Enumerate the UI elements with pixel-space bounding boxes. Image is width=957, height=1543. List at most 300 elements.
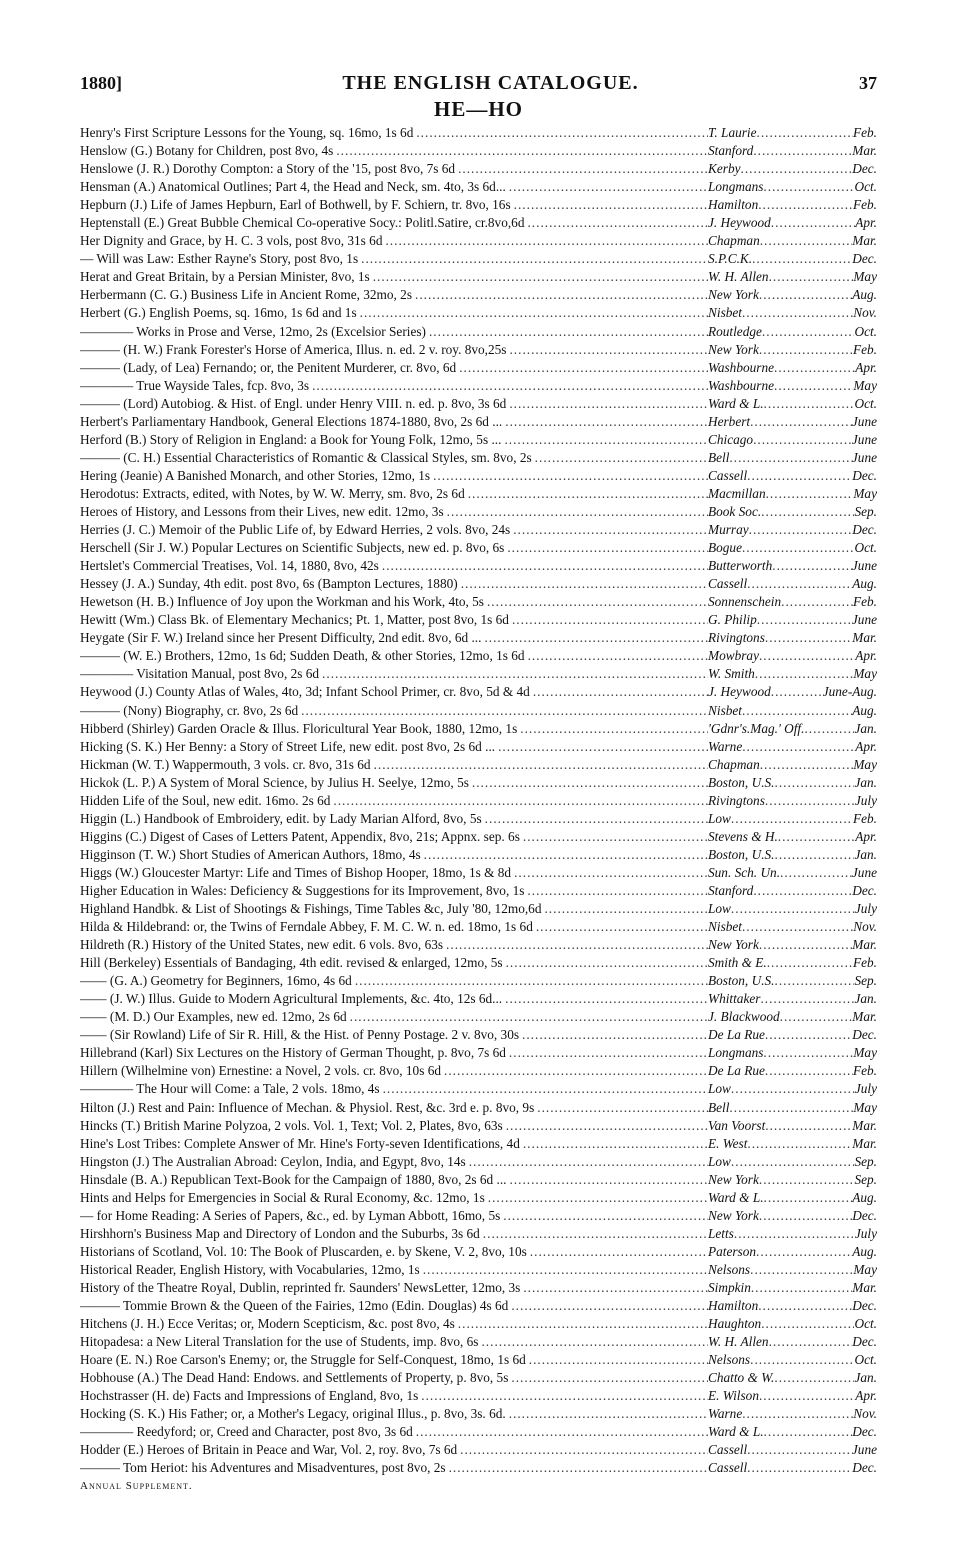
- entry-publisher: New York: [708, 287, 759, 303]
- entry-month: Feb.: [853, 341, 877, 357]
- entry-description-cell: [80, 629, 708, 647]
- entry-description-cell: [80, 557, 708, 575]
- entry-publisher-cell: [708, 485, 877, 503]
- leader-dots: [444, 503, 708, 521]
- catalogue-entry: [80, 178, 877, 196]
- entry-publisher: Bell: [708, 1099, 730, 1115]
- catalogue-entry: [80, 720, 877, 738]
- entry-month: Mar.: [852, 937, 877, 953]
- entry-month: June: [851, 612, 877, 628]
- catalogue-entry: [80, 1315, 877, 1333]
- entry-description-cell: [80, 1351, 708, 1369]
- publisher-leader-dots: [765, 1026, 852, 1044]
- entry-month: Mar.: [852, 1135, 877, 1151]
- leader-dots: [412, 286, 708, 304]
- catalogue-entry: [80, 1441, 877, 1459]
- entry-description-cell: [80, 756, 708, 774]
- entry-publisher-cell: [708, 359, 877, 377]
- entry-month: June: [851, 558, 877, 574]
- publisher-leader-dots: [731, 1080, 855, 1098]
- entry-month: Mar.: [852, 1117, 877, 1133]
- entry-month: July: [854, 901, 877, 917]
- entry-publisher: Hamilton: [708, 1298, 759, 1314]
- catalogue-entry: [80, 864, 877, 882]
- entry-publisher: J. Heywood: [708, 215, 771, 231]
- entry-publisher-cell: [708, 756, 877, 774]
- publisher-leader-dots: [742, 702, 852, 720]
- entry-month: Oct.: [854, 323, 877, 339]
- leader-dots: [504, 539, 708, 557]
- entry-publisher: Macmillan: [708, 485, 766, 501]
- page-header: [80, 72, 877, 96]
- entry-publisher-cell: [708, 449, 877, 467]
- publisher-leader-dots: [757, 611, 852, 629]
- entry-title: ——— (Lord) Autobiog. & Hist. of Engl. under Henry VIII. n. ed. p. 8vo, 3s 6d: [80, 395, 507, 411]
- entry-title: ——— Tommie Brown & the Queen of the Fairies, 12mo (Edin. Douglas) 4s 6d: [80, 1298, 509, 1314]
- catalogue-page: [80, 72, 877, 1492]
- publisher-leader-dots: [742, 738, 855, 756]
- entry-publisher-cell: [708, 1297, 877, 1315]
- entry-title: Hering (Jeanie) A Banished Monarch, and other Stories, 12mo, 1s: [80, 467, 431, 483]
- entry-publisher: Nisbet: [708, 305, 742, 321]
- publisher-leader-dots: [742, 918, 853, 936]
- publisher-leader-dots: [780, 1008, 853, 1026]
- publisher-leader-dots: [760, 232, 853, 250]
- entry-title: Hirshhorn's Business Map and Directory of London and the Suburbs, 3s 6d: [80, 1225, 480, 1241]
- entry-description-cell: [80, 359, 708, 377]
- entry-publisher: Letts: [708, 1225, 734, 1241]
- entry-description-cell: [80, 611, 708, 629]
- entry-publisher: Washbourne: [708, 359, 774, 375]
- entry-publisher-cell: [708, 1369, 877, 1387]
- entry-month: Feb.: [853, 810, 877, 826]
- publisher-leader-dots: [742, 1405, 853, 1423]
- entry-title: Hocking (S. K.) His Father; or, a Mother's Legacy, original Illus., p. 8vo, 3s. 6d.: [80, 1406, 506, 1422]
- catalogue-entry: [80, 214, 877, 232]
- leader-dots: [541, 900, 708, 918]
- catalogue-entry: [80, 160, 877, 178]
- entry-publisher-cell: [708, 1080, 877, 1098]
- leader-dots: [503, 954, 708, 972]
- entry-publisher: Low: [708, 901, 731, 917]
- catalogue-entry: [80, 431, 877, 449]
- catalogue-entry: [80, 377, 877, 395]
- publisher-leader-dots: [774, 377, 853, 395]
- entry-title: Higginson (T. W.) Short Studies of American Authors, 18mo, 4s: [80, 846, 421, 862]
- entry-list: [80, 124, 877, 1478]
- publisher-leader-dots: [742, 539, 854, 557]
- entry-title: —— (G. A.) Geometry for Beginners, 16mo, 4s 6d: [80, 973, 352, 989]
- entry-month: Nov.: [853, 1406, 877, 1422]
- leader-dots: [309, 377, 708, 395]
- entry-publisher: G. Philip: [708, 612, 757, 628]
- publisher-leader-dots: [774, 359, 855, 377]
- catalogue-entry: [80, 1369, 877, 1387]
- leader-dots: [500, 1207, 708, 1225]
- entry-month: Jan.: [854, 1370, 877, 1386]
- entry-title: Hickok (L. P.) A System of Moral Science, by Julius H. Seelye, 12mo, 5s: [80, 774, 469, 790]
- entry-month: Dec.: [852, 1207, 877, 1223]
- leader-dots: [370, 268, 708, 286]
- entry-month: May: [853, 1099, 877, 1115]
- catalogue-entry: [80, 792, 877, 810]
- entry-month: May: [853, 1045, 877, 1061]
- leader-dots: [413, 1423, 708, 1441]
- publisher-leader-dots: [765, 1062, 853, 1080]
- entry-title: —— (J. W.) Illus. Guide to Modern Agricultural Implements, &c. 4to, 12s 6d...: [80, 991, 503, 1007]
- leader-dots: [527, 1243, 708, 1261]
- entry-publisher-cell: [708, 1387, 877, 1405]
- entry-description-cell: [80, 1243, 708, 1261]
- leader-dots: [319, 665, 708, 683]
- leader-dots: [420, 1261, 708, 1279]
- leader-dots: [478, 1333, 708, 1351]
- leader-dots: [443, 936, 708, 954]
- entry-title: ——— (H. W.) Frank Forester's Horse of America, Illus. n. ed. 2 v. roy. 8vo,25s: [80, 341, 507, 357]
- entry-description-cell: [80, 900, 708, 918]
- publisher-leader-dots: [750, 1261, 853, 1279]
- entry-publisher-cell: [708, 178, 877, 196]
- publisher-leader-dots: [762, 323, 855, 341]
- entry-publisher: Stanford: [708, 882, 754, 898]
- entry-month: Oct.: [854, 540, 877, 556]
- catalogue-entry: [80, 774, 877, 792]
- entry-month: Dec.: [852, 522, 877, 538]
- entry-description-cell: [80, 720, 708, 738]
- entry-month: July: [854, 792, 877, 808]
- publisher-leader-dots: [750, 1351, 854, 1369]
- entry-description-cell: [80, 1441, 708, 1459]
- catalogue-entry: [80, 1135, 877, 1153]
- leader-dots: [466, 1153, 708, 1171]
- leader-dots: [482, 810, 708, 828]
- entry-description-cell: [80, 1315, 708, 1333]
- entry-publisher-cell: [708, 232, 877, 250]
- entry-description-cell: [80, 341, 708, 359]
- publisher-leader-dots: [747, 575, 852, 593]
- publisher-leader-dots: [765, 1117, 852, 1135]
- leader-dots: [502, 990, 708, 1008]
- entry-title: Hilton (J.) Rest and Pain: Influence of Mechan. & Physiol. Rest, &c. 3rd e. p. 8vo, 9s: [80, 1099, 535, 1115]
- catalogue-entry: [80, 1080, 877, 1098]
- entry-month: June: [851, 1442, 877, 1458]
- entry-publisher: Boston, U.S.: [708, 774, 775, 790]
- leader-dots: [455, 160, 708, 178]
- publisher-leader-dots: [778, 828, 855, 846]
- entry-title: Herodotus: Extracts, edited, with Notes, by W. W. Merry, sm. 8vo, 2s 6d: [80, 485, 465, 501]
- catalogue-entry: [80, 1279, 877, 1297]
- entry-publisher-cell: [708, 1459, 877, 1477]
- entry-description-cell: [80, 1297, 708, 1315]
- entry-title: Historians of Scotland, Vol. 10: The Book of Pluscarden, e. by Skene, V. 2, 8vo, 10s: [80, 1243, 527, 1259]
- catalogue-entry: [80, 359, 877, 377]
- entry-month: Aug.: [852, 576, 877, 592]
- catalogue-entry: [80, 232, 877, 250]
- catalogue-entry: [80, 738, 877, 756]
- entry-publisher-cell: [708, 377, 877, 395]
- entry-title: Hidden Life of the Soul, new edit. 16mo. 2s 6d: [80, 792, 331, 808]
- entry-publisher: Murray: [708, 522, 749, 538]
- publisher-leader-dots: [759, 936, 852, 954]
- leader-dots: [508, 1369, 708, 1387]
- entry-publisher-cell: [708, 738, 877, 756]
- entry-publisher: Paterson: [708, 1243, 757, 1259]
- catalogue-entry: [80, 972, 877, 990]
- header-title: THE ENGLISH CATALOGUE.: [342, 72, 639, 94]
- entry-title: — for Home Reading: A Series of Papers, &c., ed. by Lyman Abbott, 16mo, 5s: [80, 1207, 501, 1223]
- entry-title: Hochstrasser (H. de) Facts and Impressions of England, 8vo, 1s: [80, 1388, 419, 1404]
- leader-dots: [503, 1117, 708, 1135]
- catalogue-entry: [80, 611, 877, 629]
- entry-month: Mar.: [852, 630, 877, 646]
- publisher-leader-dots: [774, 1369, 854, 1387]
- entry-publisher: Longmans: [708, 179, 764, 195]
- leader-dots: [441, 1062, 708, 1080]
- publisher-leader-dots: [763, 1044, 853, 1062]
- publisher-leader-dots: [753, 431, 852, 449]
- leader-dots: [421, 846, 708, 864]
- catalogue-entry: [80, 918, 877, 936]
- leader-dots: [380, 1080, 708, 1098]
- entry-publisher-cell: [708, 1243, 877, 1261]
- entry-publisher-cell: [708, 828, 877, 846]
- entry-publisher: New York: [708, 1207, 759, 1223]
- publisher-leader-dots: [747, 1459, 852, 1477]
- leader-dots: [330, 792, 708, 810]
- publisher-leader-dots: [763, 178, 854, 196]
- entry-title: —— (Sir Rowland) Life of Sir R. Hill, & the Hist. of Penny Postage. 2 v. 8vo, 30s: [80, 1027, 520, 1043]
- entry-publisher: Nelsons: [708, 1352, 751, 1368]
- entry-publisher: Butterworth: [708, 558, 773, 574]
- catalogue-entry: [80, 1333, 877, 1351]
- publisher-leader-dots: [742, 304, 853, 322]
- catalogue-entry: [80, 629, 877, 647]
- catalogue-entry: [80, 882, 877, 900]
- entry-title: Higgins (C.) Digest of Cases of Letters Patent, Appendix, 8vo, 21s; Appnx. sep. 6s: [80, 828, 520, 844]
- entry-description-cell: [80, 1261, 708, 1279]
- entry-month: Feb.: [853, 955, 877, 971]
- entry-publisher: Chapman: [708, 756, 760, 772]
- entry-title: Hildreth (R.) History of the United States, new edit. 6 vols. 8vo, 63s: [80, 937, 444, 953]
- section-heading: HE—HO: [433, 97, 523, 121]
- entry-publisher: Kerby: [708, 161, 741, 177]
- leader-dots: [481, 629, 708, 647]
- entry-publisher: Bell: [708, 449, 730, 465]
- entry-publisher: New York: [708, 937, 759, 953]
- entry-publisher-cell: [708, 1153, 877, 1171]
- entry-title: Herbert (G.) English Poems, sq. 16mo, 1s 6d and 1s: [80, 305, 357, 321]
- entry-publisher-cell: [708, 1026, 877, 1044]
- entry-title: Hillebrand (Karl) Six Lectures on the History of German Thought, p. 8vo, 7s 6d: [80, 1045, 506, 1061]
- publisher-leader-dots: [759, 341, 853, 359]
- publisher-leader-dots: [729, 449, 851, 467]
- entry-publisher-cell: [708, 1008, 877, 1026]
- entry-month: Feb.: [853, 1063, 877, 1079]
- leader-dots: [519, 1026, 708, 1044]
- leader-dots: [446, 1459, 708, 1477]
- catalogue-entry: [80, 1153, 877, 1171]
- entry-description-cell: [80, 864, 708, 882]
- entry-month: May: [853, 485, 877, 501]
- entry-title: History of the Theatre Royal, Dublin, reprinted fr. Saunders' NewsLetter, 12mo, 3s: [80, 1280, 521, 1295]
- catalogue-entry: [80, 557, 877, 575]
- entry-publisher: Boston, U.S.: [708, 846, 775, 862]
- leader-dots: [382, 232, 708, 250]
- entry-publisher: S.P.C.K.: [708, 251, 753, 267]
- leader-dots: [526, 1351, 708, 1369]
- entry-publisher-cell: [708, 214, 877, 232]
- entry-description-cell: [80, 377, 708, 395]
- entry-publisher-cell: [708, 1351, 877, 1369]
- entry-description-cell: [80, 286, 708, 304]
- entry-publisher: Routledge: [708, 323, 762, 339]
- entry-publisher: Chapman: [708, 233, 760, 249]
- entry-description-cell: [80, 1369, 708, 1387]
- leader-dots: [520, 1135, 708, 1153]
- catalogue-entry: [80, 846, 877, 864]
- entry-month: Oct.: [854, 179, 877, 195]
- catalogue-entry: [80, 1099, 877, 1117]
- entry-description-cell: [80, 250, 708, 268]
- entry-month: Jan.: [854, 991, 877, 1007]
- entry-publisher-cell: [708, 1189, 877, 1207]
- entry-description-cell: [80, 1423, 708, 1441]
- entry-publisher: Ward & L.: [708, 395, 764, 411]
- publisher-leader-dots: [775, 846, 855, 864]
- catalogue-entry: [80, 124, 877, 142]
- entry-description-cell: [80, 304, 708, 322]
- catalogue-entry: [80, 990, 877, 1008]
- entry-publisher: New York: [708, 341, 759, 357]
- publisher-leader-dots: [764, 395, 855, 413]
- entry-publisher-cell: [708, 1261, 877, 1279]
- publisher-leader-dots: [769, 1333, 853, 1351]
- entry-description-cell: [80, 575, 708, 593]
- entry-description-cell: [80, 593, 708, 611]
- entry-title: Hill (Berkeley) Essentials of Bandaging, 4th edit. revised & enlarged, 12mo, 5s: [80, 955, 503, 971]
- catalogue-entry: [80, 196, 877, 214]
- entry-publisher-cell: [708, 575, 877, 593]
- entry-title: Hodder (E.) Heroes of Britain in Peace and War, Vol. 2, roy. 8vo, 7s 6d: [80, 1442, 458, 1458]
- footer-signature: Annual Supplement.: [80, 1479, 193, 1492]
- entry-description-cell: [80, 1080, 708, 1098]
- entry-title: ——— (Lady, of Lea) Fernando; or, the Penitent Murderer, cr. 8vo, 6d: [80, 359, 457, 375]
- entry-description-cell: [80, 1387, 708, 1405]
- catalogue-entry: [80, 702, 877, 720]
- publisher-leader-dots: [775, 972, 855, 990]
- entry-publisher-cell: [708, 918, 877, 936]
- entry-description-cell: [80, 323, 708, 341]
- entry-title: Heptenstall (E.) Great Bubble Chemical Co-operative Socy.: Politl.Satire, cr.8vo,6d: [80, 215, 525, 231]
- entry-publisher: De La Rue: [708, 1027, 765, 1043]
- entry-title: Her Dignity and Grace, by H. C. 3 vols, post 8vo, 31s 6d: [80, 233, 383, 249]
- entry-description-cell: [80, 882, 708, 900]
- entry-title: ———— Works in Prose and Verse, 12mo, 2s (Excelsior Series): [80, 323, 426, 339]
- entry-publisher: Bogue: [708, 540, 742, 556]
- entry-publisher: De La Rue: [708, 1063, 765, 1079]
- catalogue-entry: [80, 575, 877, 593]
- entry-month: May: [853, 1261, 877, 1277]
- entry-publisher-cell: [708, 972, 877, 990]
- leader-dots: [418, 1387, 708, 1405]
- entry-publisher-cell: [708, 503, 877, 521]
- entry-description-cell: [80, 1008, 708, 1026]
- entry-publisher-cell: [708, 1279, 877, 1297]
- catalogue-entry: [80, 1117, 877, 1135]
- entry-description-cell: [80, 1044, 708, 1062]
- catalogue-entry: [80, 250, 877, 268]
- entry-month: Sep.: [854, 973, 877, 989]
- entry-title: Hitchens (J. H.) Ecce Veritas; or, Modern Scepticism, &c. post 8vo, 4s: [80, 1316, 455, 1332]
- entry-publisher: Nelsons: [708, 1261, 751, 1277]
- entry-month: June-Aug.: [822, 684, 877, 700]
- entry-publisher-cell: [708, 882, 877, 900]
- leader-dots: [506, 1044, 708, 1062]
- entry-title: ——— Tom Heriot: his Adventures and Misadventures, post 8vo, 2s: [80, 1460, 446, 1476]
- entry-month: Mar.: [852, 1280, 877, 1295]
- catalogue-entry: [80, 467, 877, 485]
- entry-publisher: Herbert: [708, 413, 751, 429]
- entry-publisher-cell: [708, 250, 877, 268]
- leader-dots: [456, 359, 708, 377]
- publisher-leader-dots: [747, 467, 852, 485]
- entry-title: Higher Education in Wales: Deficiency & Suggestions for its Improvement, 8vo, 1s: [80, 882, 525, 898]
- entry-month: Aug.: [852, 287, 877, 303]
- entry-publisher: Hamilton: [708, 197, 759, 213]
- entry-title: Herbert's Parliamentary Handbook, General Elections 1874-1880, 8vo, 2s 6d ...: [80, 413, 503, 429]
- publisher-leader-dots: [752, 250, 852, 268]
- leader-dots: [426, 323, 708, 341]
- publisher-leader-dots: [759, 286, 852, 304]
- publisher-leader-dots: [781, 593, 853, 611]
- entry-month: Oct.: [854, 1352, 877, 1368]
- entry-publisher-cell: [708, 846, 877, 864]
- publisher-leader-dots: [750, 413, 852, 431]
- leader-dots: [532, 449, 708, 467]
- entry-publisher-cell: [708, 142, 877, 160]
- publisher-leader-dots: [751, 1279, 852, 1297]
- catalogue-entry: [80, 539, 877, 557]
- entry-title: ———— Reedyford; or, Creed and Character, post 8vo, 3s 6d: [80, 1424, 413, 1440]
- catalogue-entry: [80, 413, 877, 431]
- publisher-leader-dots: [749, 521, 853, 539]
- entry-publisher: 'Gdnr's.Mag.' Off.: [708, 720, 805, 736]
- entry-description-cell: [80, 1062, 708, 1080]
- catalogue-entry: [80, 323, 877, 341]
- entry-description-cell: [80, 936, 708, 954]
- entry-title: ——— (W. E.) Brothers, 12mo, 1s 6d; Sudden Death, & other Stories, 12mo, 1s 6d: [80, 648, 525, 664]
- publisher-leader-dots: [765, 629, 852, 647]
- entry-publisher: Longmans: [708, 1045, 764, 1061]
- leader-dots: [524, 214, 708, 232]
- entry-publisher: Simpkin: [708, 1280, 751, 1295]
- entry-month: Feb.: [853, 125, 877, 140]
- leader-dots: [534, 1099, 708, 1117]
- leader-dots: [298, 702, 708, 720]
- entry-description-cell: [80, 503, 708, 521]
- publisher-leader-dots: [759, 1387, 855, 1405]
- publisher-leader-dots: [765, 792, 855, 810]
- header-year: 1880]: [80, 73, 122, 93]
- entry-month: Sep.: [854, 1153, 877, 1169]
- entry-publisher-cell: [708, 1225, 877, 1243]
- publisher-leader-dots: [731, 1153, 855, 1171]
- entry-publisher: E. West: [708, 1135, 748, 1151]
- entry-description-cell: [80, 232, 708, 250]
- entry-description-cell: [80, 413, 708, 431]
- catalogue-entry: [80, 1189, 877, 1207]
- entry-month: Dec.: [852, 1027, 877, 1043]
